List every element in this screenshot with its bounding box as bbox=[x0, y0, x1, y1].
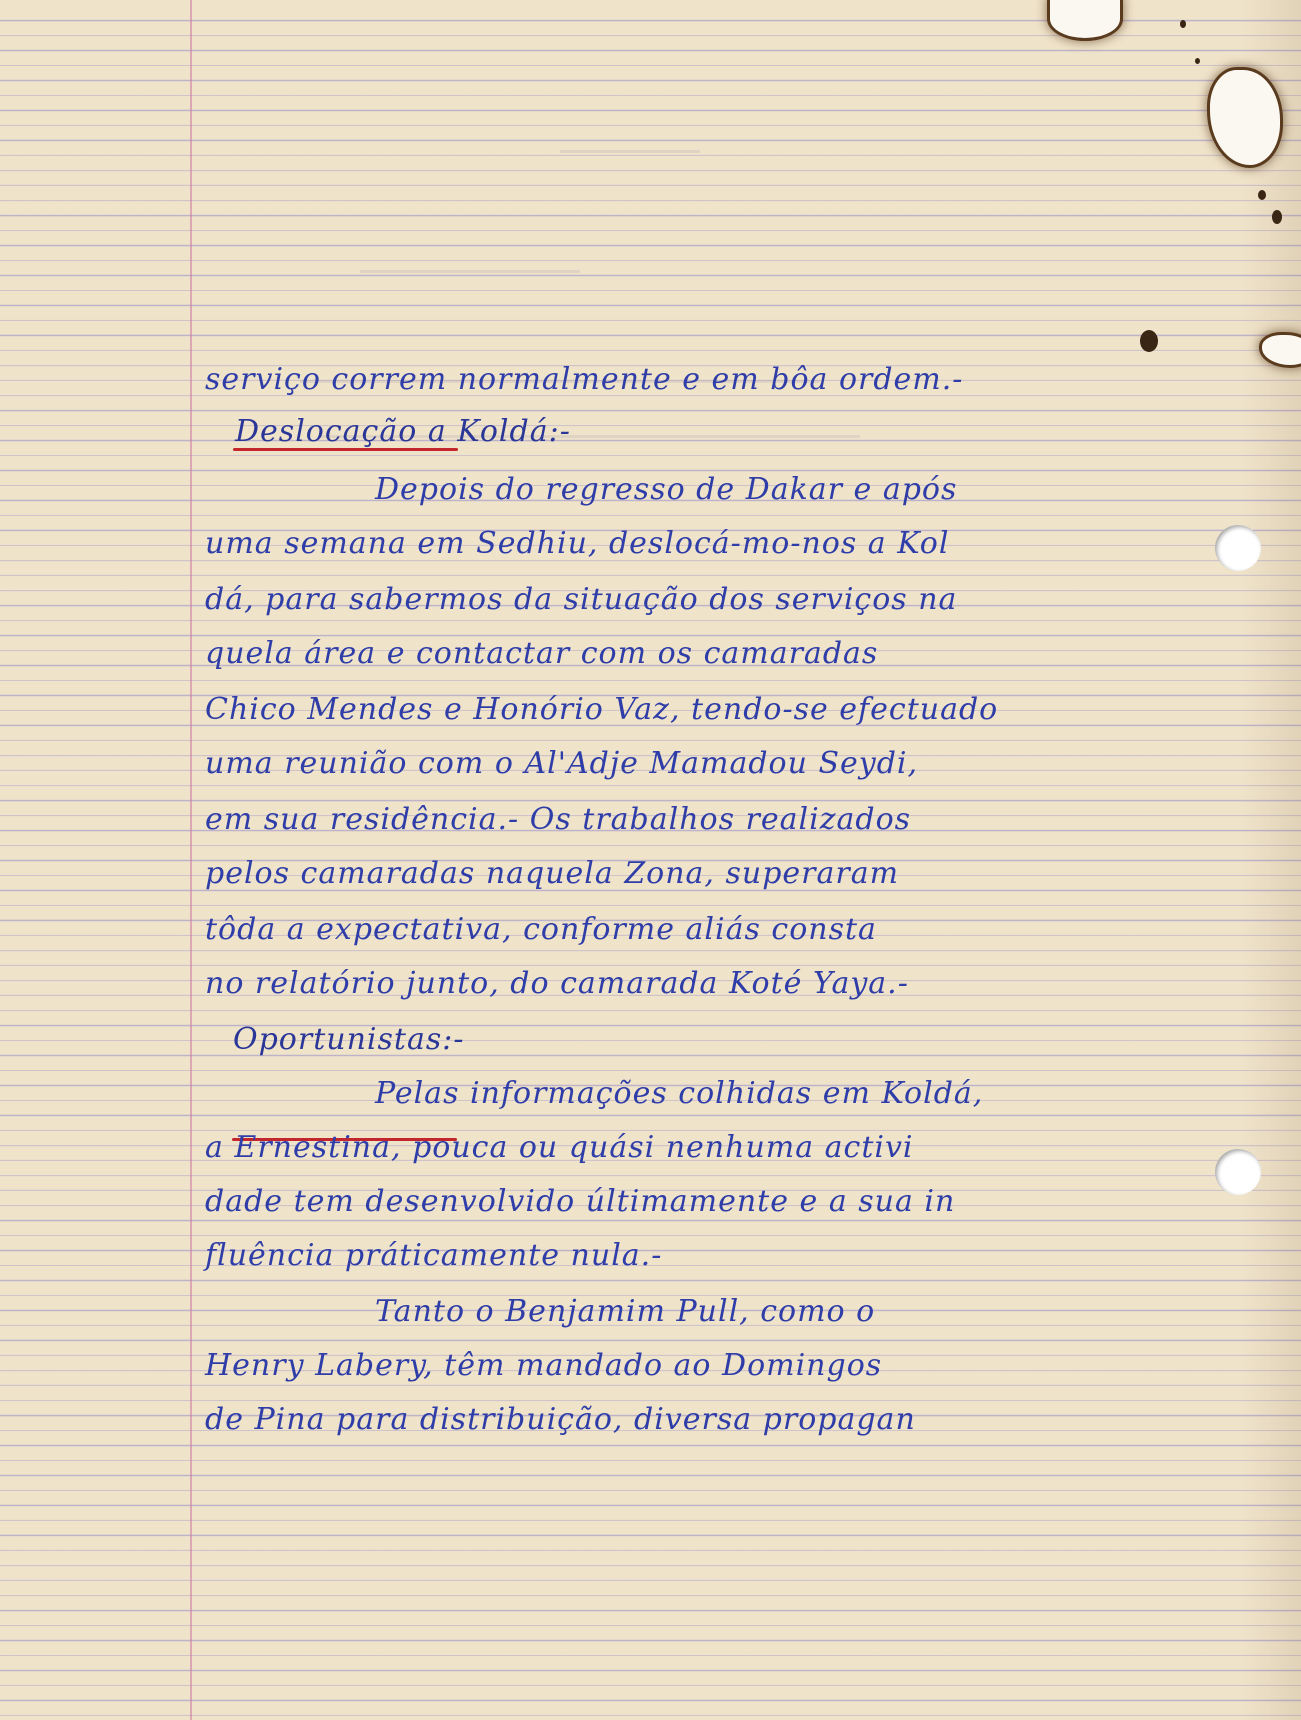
punch-hole bbox=[1215, 525, 1261, 571]
text-line: Depois do regresso de Dakar e após bbox=[375, 472, 958, 507]
text-line: Chico Mendes e Honório Vaz, tendo-se efectuado bbox=[205, 692, 999, 727]
punch-hole bbox=[1215, 1149, 1261, 1195]
text-line: pelos camaradas naquela Zona, superaram bbox=[205, 856, 900, 891]
stain-spot bbox=[1140, 330, 1158, 352]
text-line: Tanto o Benjamim Pull, como o bbox=[375, 1294, 876, 1329]
text-line: serviço correm normalmente e em bôa ordem.- bbox=[205, 362, 964, 397]
text-line: uma reunião com o Al'Adje Mamadou Seydi, bbox=[205, 746, 919, 781]
text-line: no relatório junto, do camarada Koté Yaya.- bbox=[205, 966, 909, 1001]
margin-line bbox=[190, 0, 192, 1720]
section-heading: Oportunistas:- bbox=[233, 1022, 465, 1057]
burn-hole bbox=[1050, 0, 1120, 38]
text-line: em sua residência.- Os trabalhos realizados bbox=[205, 802, 912, 837]
stain-spot bbox=[1195, 58, 1200, 64]
text-line: quela área e contactar com os camaradas bbox=[205, 636, 879, 671]
text-line: fluência práticamente nula.- bbox=[205, 1238, 663, 1273]
text-line: a Ernestina, pouca ou quási nenhuma activi bbox=[205, 1130, 914, 1165]
text-line: Henry Labery, têm mandado ao Domingos bbox=[205, 1348, 883, 1383]
text-line: dá, para sabermos da situação dos serviços na bbox=[205, 582, 958, 617]
text-line: uma semana em Sedhiu, deslocá-mo-nos a Kol bbox=[205, 526, 950, 561]
section-heading: Deslocação a Koldá:- bbox=[235, 414, 571, 449]
stain-spot bbox=[1258, 190, 1266, 200]
text-line: dade tem desenvolvido últimamente e a sua in bbox=[205, 1184, 956, 1219]
text-line: Pelas informações colhidas em Koldá, bbox=[375, 1076, 984, 1111]
text-line: de Pina para distribuição, diversa propagan bbox=[205, 1402, 916, 1437]
stain-spot bbox=[1180, 20, 1186, 28]
stain-spot bbox=[1272, 210, 1282, 224]
text-line: tôda a expectativa, conforme aliás consta bbox=[205, 912, 877, 947]
